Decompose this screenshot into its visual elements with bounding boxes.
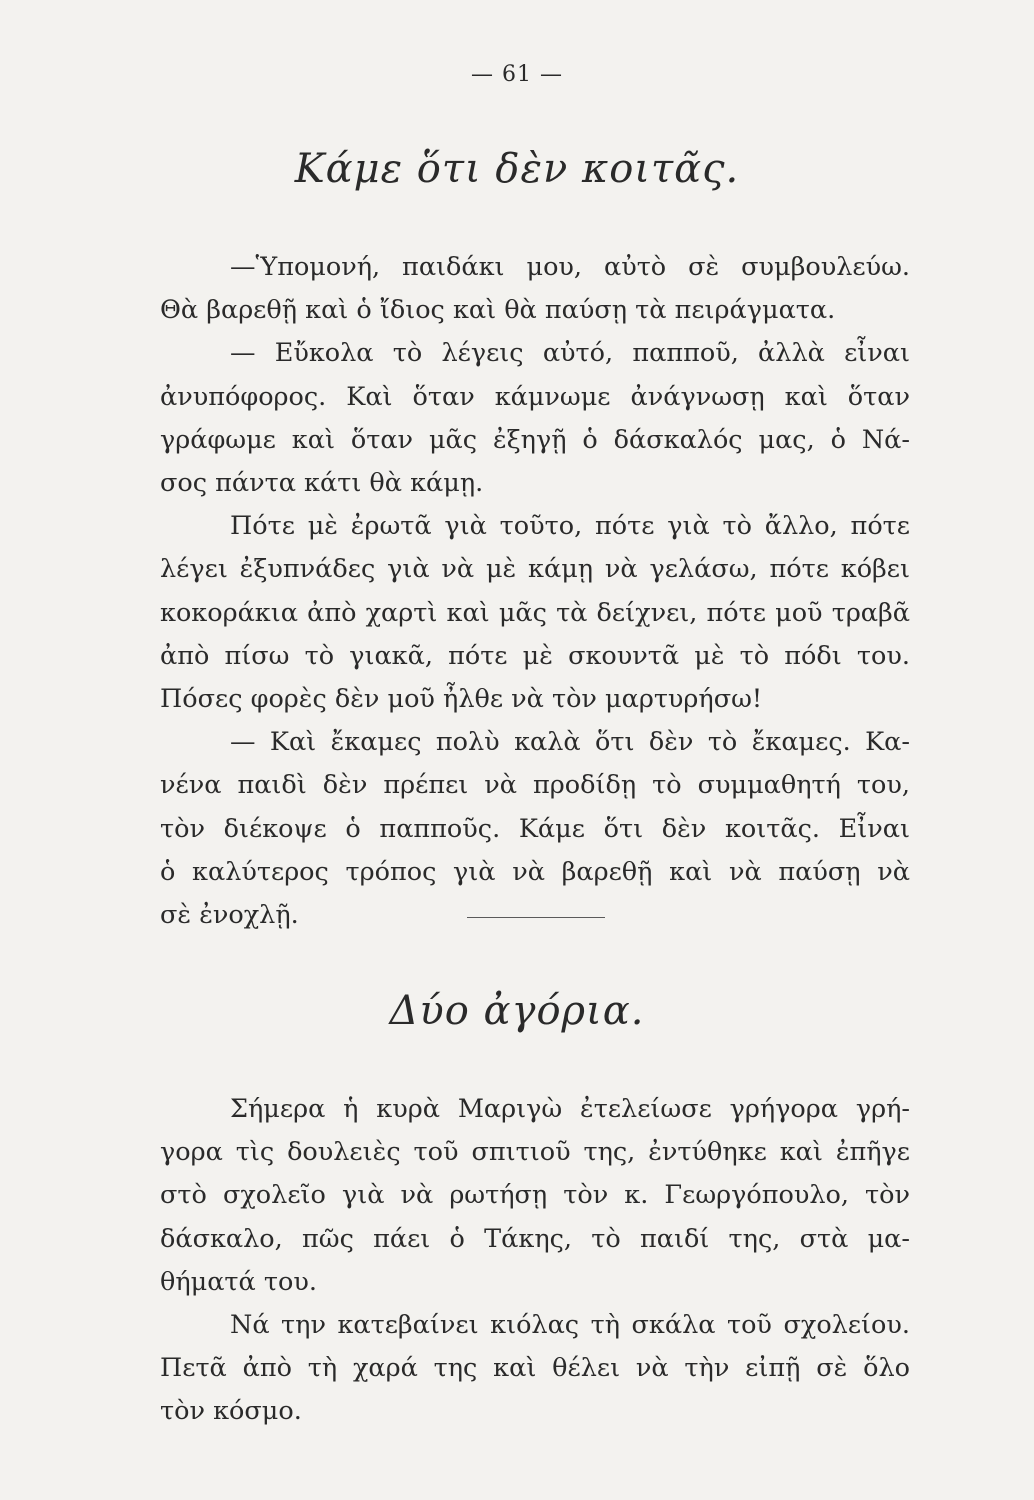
text-line: — Καὶ ἔκαμες πολὺ καλὰ ὅτι δὲν τὸ ἔκαμες. Κα- — [230, 727, 910, 758]
text-line: κοκοράκια ἀπὸ χαρτὶ καὶ μᾶς τὰ δείχνει, πότε μοῦ τραβᾶ — [160, 597, 910, 628]
text-line: στὸ σχολεῖο γιὰ νὰ ρωτήσῃ τὸν κ. Γεωργόπουλο, τὸν — [160, 1180, 910, 1211]
paragraph — [160, 505, 910, 721]
paragraph — [160, 1088, 910, 1304]
text-line: λέγει ἐξυπνάδες γιὰ νὰ μὲ κάμῃ νὰ γελάσω, πότε κόβει — [160, 554, 910, 585]
text-line: Νά την κατεβαίνει κιόλας τὴ σκάλα τοῦ σχολείου. — [230, 1310, 910, 1341]
text-line: σὲ ἐνοχλῇ. — [160, 900, 299, 931]
paragraph — [160, 721, 910, 937]
text-line: γορα τὶς δουλειὲς τοῦ σπιτιοῦ της, ἐντύθηκε καὶ ἐπῆγε — [160, 1137, 910, 1168]
text-line: Θὰ βαρεθῇ καὶ ὁ ἴδιος καὶ θὰ παύσῃ τὰ πειράγματα. — [160, 295, 836, 326]
text-line: Πόσες φορὲς δὲν μοῦ ἦλθε νὰ τὸν μαρτυρήσω! — [160, 684, 763, 715]
text-line: —Ὑπομονή, παιδάκι μου, αὐτὸ σὲ συμβουλεύω. — [230, 252, 910, 282]
text-line: ἀπὸ πίσω τὸ γιακᾶ, πότε μὲ σκουντᾶ μὲ τὸ πόδι του. — [160, 640, 910, 671]
text-line: σος πάντα κάτι θὰ κάμῃ. — [160, 468, 484, 499]
paragraph — [160, 332, 910, 505]
section-divider — [467, 917, 605, 918]
text-line: Πότε μὲ ἐρωτᾶ γιὰ τοῦτο, πότε γιὰ τὸ ἄλλο, πότε — [230, 511, 910, 542]
paragraph — [160, 246, 910, 332]
text-line: — Εὔκολα τὸ λέγεις αὐτό, παπποῦ, ἀλλὰ εἶναι — [230, 338, 910, 369]
text-line: τὸν διέκοψε ὁ παπποῦς. Κάμε ὅτι δὲν κοιτᾶς. Εἶναι — [160, 813, 910, 844]
section-title-1: Κάμε ὅτι δὲν κοιτᾶς. — [294, 146, 740, 192]
section-body-1 — [160, 246, 910, 937]
text-line: Σήμερα ἡ κυρὰ Μαριγὼ ἐτελείωσε γρήγορα γρή- — [230, 1094, 910, 1124]
text-line: δάσκαλο, πῶς πάει ὁ Τάκης, τὸ παιδί της, στὰ μα- — [160, 1223, 910, 1254]
section-body-2 — [160, 1088, 910, 1434]
text-line: θήματά του. — [160, 1266, 317, 1297]
section-title-2: Δύο ἀγόρια. — [389, 988, 645, 1034]
text-line: τὸν κόσμο. — [160, 1396, 302, 1427]
paragraph — [160, 1304, 910, 1434]
text-line: ἀνυπόφορος. Καὶ ὅταν κάμνωμε ἀνάγνωσῃ καὶ ὅταν — [160, 381, 910, 412]
text-line: γράφωμε καὶ ὅταν μᾶς ἐξηγῇ ὁ δάσκαλός μας, ὁ Νά- — [160, 424, 910, 455]
page-number: — 61 — — [471, 62, 563, 87]
text-line: νένα παιδὶ δὲν πρέπει νὰ προδίδῃ τὸ συμμαθητή του, — [160, 770, 910, 801]
text-line: Πετᾶ ἀπὸ τὴ χαρά της καὶ θέλει νὰ τὴν εἰπῇ σὲ ὅλο — [160, 1353, 910, 1384]
text-line: ὁ καλύτερος τρόπος γιὰ νὰ βαρεθῇ καὶ νὰ παύσῃ νὰ — [160, 856, 910, 887]
